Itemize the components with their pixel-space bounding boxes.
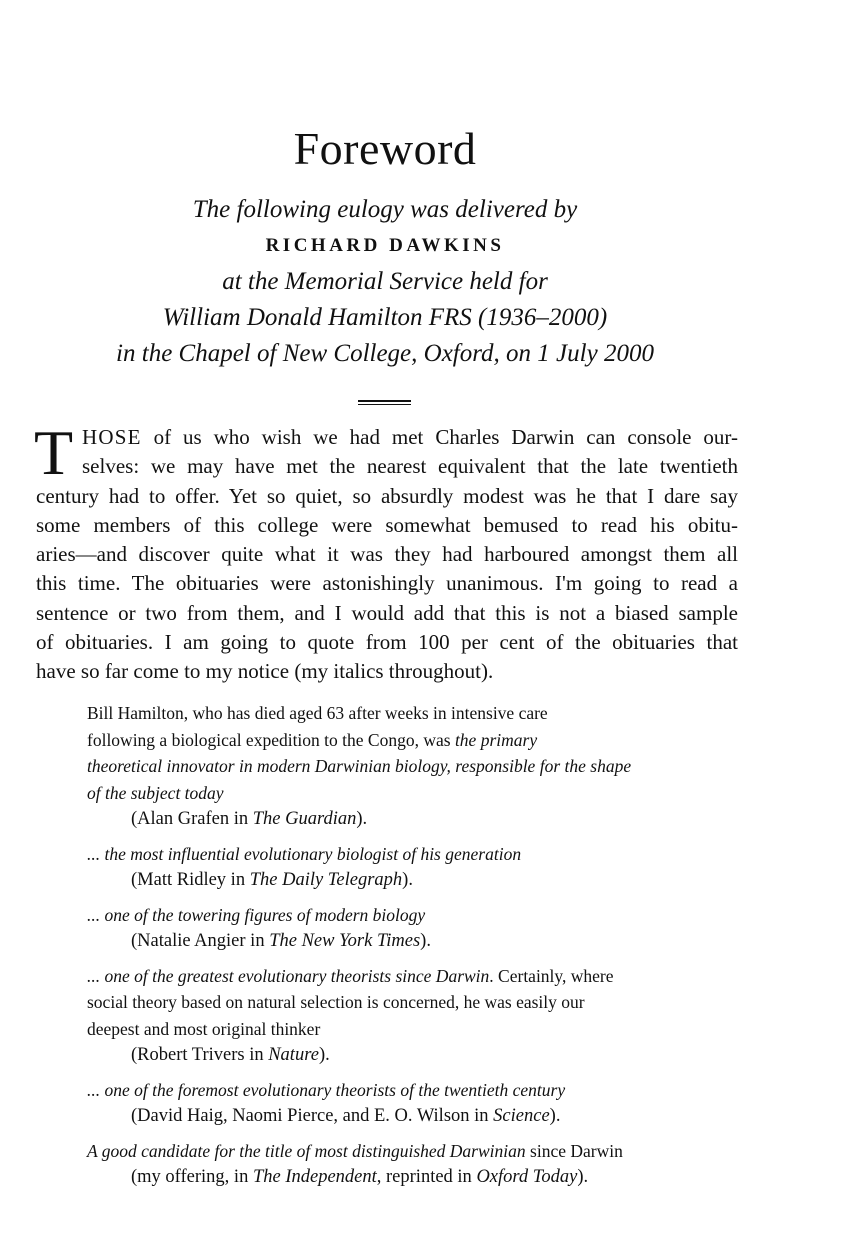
section-divider: [358, 400, 411, 406]
drop-cap: T: [34, 417, 74, 488]
quote-line: ... the most influential evolutionary biologist of his generation: [87, 843, 522, 864]
quote-source: [87, 1042, 687, 1069]
quote-italic: A good candidate for the title of most distinguished Darwinian: [87, 1140, 526, 1161]
source-publication: Oxford Today: [476, 1167, 578, 1187]
quote-text: following a biological expedition to the Congo, was: [87, 729, 455, 750]
source-text: (Robert Trivers in: [131, 1045, 269, 1065]
quote-source: [87, 928, 687, 955]
line-text: of us who wish we had met Charles Darwin can console our-: [141, 425, 738, 449]
page-title: Foreword: [293, 123, 477, 174]
intro-line-5: in the Chapel of New College, Oxford, on 1 July 2000: [116, 340, 654, 367]
obituary-quotes: [87, 700, 687, 1199]
quote-line: Bill Hamilton, who has died aged 63 after weeks in intensive care: [87, 703, 548, 723]
quote-block: [87, 700, 687, 833]
source-text: ).: [549, 1106, 561, 1126]
quote-block: [87, 902, 687, 955]
divider-bar-thick: [358, 400, 411, 402]
quote-line: [87, 1138, 687, 1165]
eulogy-paragraph: [34, 417, 738, 687]
quote-text: . Certainly, where: [489, 965, 614, 986]
source-publication: The Guardian: [252, 809, 357, 829]
quote-italic: the primary: [454, 729, 538, 750]
paragraph-line: selves: we may have met the nearest equivalent that the late twentieth: [82, 454, 738, 479]
source-text: ).: [420, 931, 431, 951]
paragraph-line: [36, 423, 738, 452]
quote-line: ... one of the towering figures of modern biology: [87, 904, 426, 925]
source-text: (my offering, in: [131, 1167, 253, 1187]
source-text: , reprinted in: [376, 1167, 477, 1187]
paragraph-line: some members of this college were somewhat bemused to read his obitu-: [36, 512, 738, 537]
quote-source: [87, 867, 687, 894]
source-text: ).: [318, 1045, 330, 1065]
quote-line: ... one of the foremost evolutionary theorists of the twentieth century: [87, 1079, 566, 1100]
quote-block: [87, 1138, 687, 1191]
small-caps-word: HOSE: [82, 425, 142, 449]
quote-block: [87, 841, 687, 894]
divider-bar-thin: [358, 404, 411, 405]
quote-line: [87, 963, 687, 990]
source-publication: The New York Times: [269, 931, 421, 951]
source-publication: The Daily Telegraph: [249, 870, 403, 890]
paragraph-line: this time. The obituaries were astonishingly unanimous. I'm going to read a: [36, 571, 738, 596]
paragraph-line: have so far come to my notice (my italics throughout).: [36, 659, 494, 684]
intro-line-4: William Donald Hamilton FRS (1936–2000): [162, 304, 608, 331]
quote-block: [87, 1077, 687, 1130]
source-text: ).: [402, 870, 413, 890]
quote-italic: ... one of the greatest evolutionary theorists since Darwin: [87, 965, 490, 986]
speaker-name: RICHARD DAWKINS: [265, 235, 505, 256]
quote-line: of the subject today: [87, 782, 224, 803]
quote-source: [87, 1103, 687, 1130]
paragraph-line: aries—and discover quite what it was they had harboured amongst them all: [36, 542, 738, 567]
quote-source: [87, 1164, 687, 1191]
paragraph-line: of obituaries. I am going to quote from 100 per cent of the obituaries that: [36, 630, 738, 655]
source-publication: Nature: [268, 1045, 319, 1065]
source-text: (David Haig, Naomi Pierce, and E. O. Wilson in: [131, 1106, 494, 1126]
source-publication: Science: [493, 1106, 550, 1126]
quote-line: social theory based on natural selection is concerned, he was easily our: [87, 992, 585, 1012]
source-text: ).: [577, 1167, 589, 1187]
quote-line: [87, 727, 687, 754]
quote-line: deepest and most original thinker: [87, 1018, 321, 1039]
source-text: ).: [356, 809, 368, 829]
source-text: (Natalie Angier in: [131, 931, 270, 951]
quote-source: [87, 806, 687, 833]
intro-line-1: The following eulogy was delivered by: [192, 196, 578, 223]
paragraph-line: sentence or two from them, and I would add that this is not a biased sample: [36, 600, 738, 625]
intro-line-3: at the Memorial Service held for: [222, 268, 548, 295]
paragraph-line: century had to offer. Yet so quiet, so absurdly modest was he that I dare say: [36, 483, 738, 508]
quote-block: [87, 963, 687, 1069]
quote-line: theoretical innovator in modern Darwinian biology, responsible for the shape: [87, 756, 632, 776]
source-publication: The Independent: [252, 1167, 377, 1187]
source-text: (Matt Ridley in: [131, 870, 250, 890]
eulogy-intro: [0, 192, 770, 372]
quote-text: since Darwin: [525, 1140, 623, 1161]
source-text: (Alan Grafen in: [131, 809, 253, 829]
